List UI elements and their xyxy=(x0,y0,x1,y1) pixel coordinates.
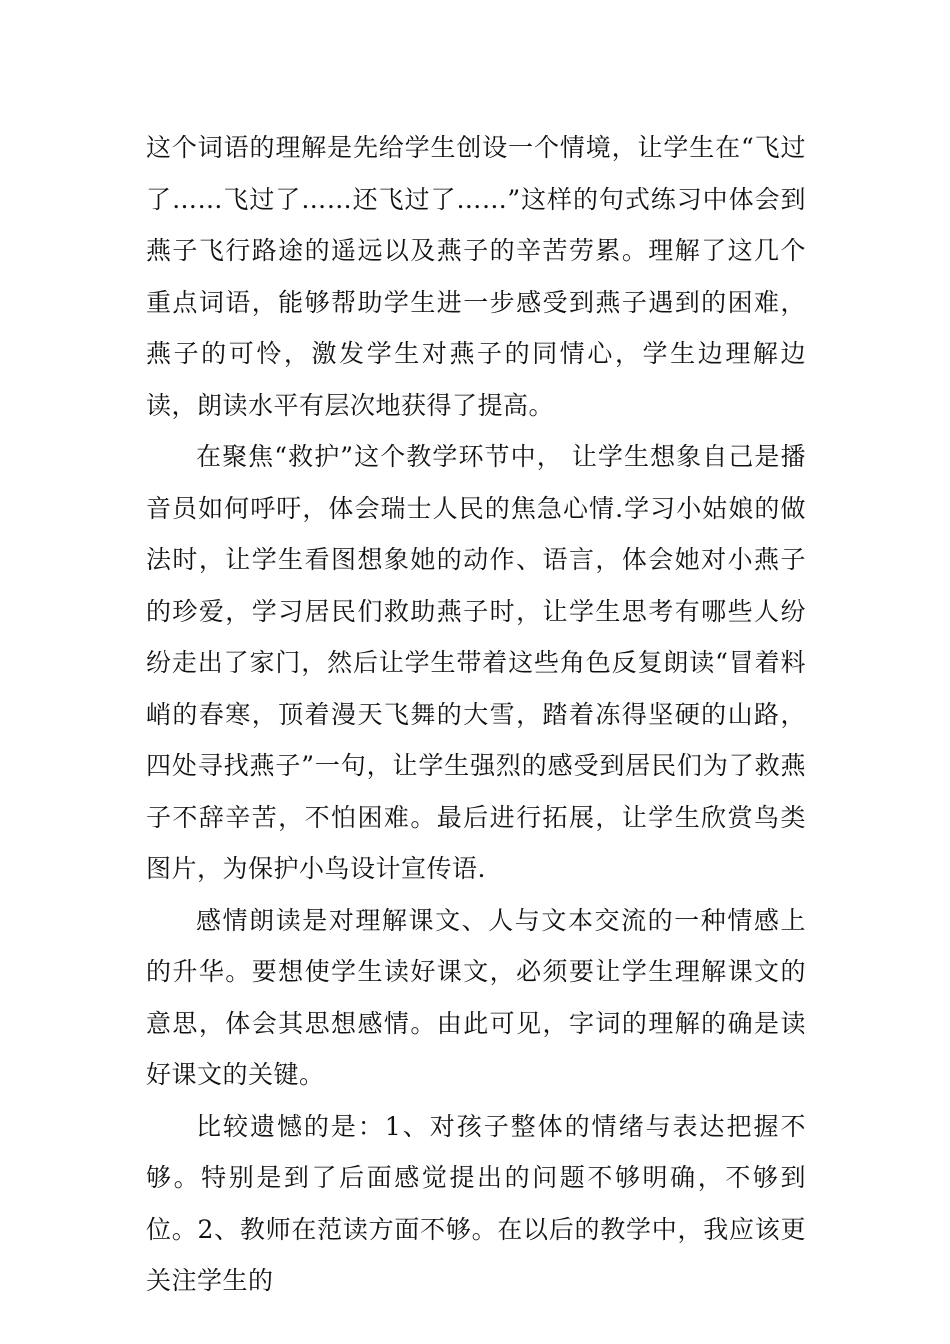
document-body xyxy=(146,122,806,1307)
paragraph-word-understanding: 这个词语的理解是先给学生创设一个情境，让学生在“飞过了……飞过了……还飞过了……”这样的句式练习中体会到燕子飞行路途的遥远以及燕子的辛苦劳累。理解了这几个重点词语，能够帮助学生进一步感受到燕子遇到的困难，燕子的可怜，激发学生对燕子的同情心，学生边理解边读，朗读水平有层次地获得了提高。 xyxy=(146,133,806,420)
paragraph-emotional-reading: 感情朗读是对理解课文、人与文本交流的一种情感上的升华。要想使学生读好课文，必须要让学生理解课文的意思，体会其思想感情。由此可见，字词的理解的确是读好课文的关键。 xyxy=(146,905,806,1089)
paragraph-rescue-segment: 在聚焦“救护”这个教学环节中， 让学生想象自己是播音员如何呼吁，体会瑞士人民的焦急心情.学习小姑娘的做法时，让学生看图想象她的动作、语言，体会她对小燕子的珍爱，学习居民们救助燕子时，让学生思考有哪些人纷纷走出了家门，然后让学生带着这些角色反复朗读“冒着料峭的春寒，顶着漫天飞舞的大雪，踏着冻得坚硬的山路，四处寻找燕子”一句，让学生强烈的感受到居民们为了救燕子不辞辛苦，不怕困难。最后进行拓展，让学生欣赏鸟类图片，为保护小鸟设计宣传语. xyxy=(146,442,806,883)
paragraph-regrets: 比较遗憾的是：1、对孩子整体的情绪与表达把握不够。特别是到了后面感觉提出的问题不够明确，不够到位。2、教师在范读方面不够。在以后的教学中，我应该更关注学生的 xyxy=(146,1111,806,1295)
